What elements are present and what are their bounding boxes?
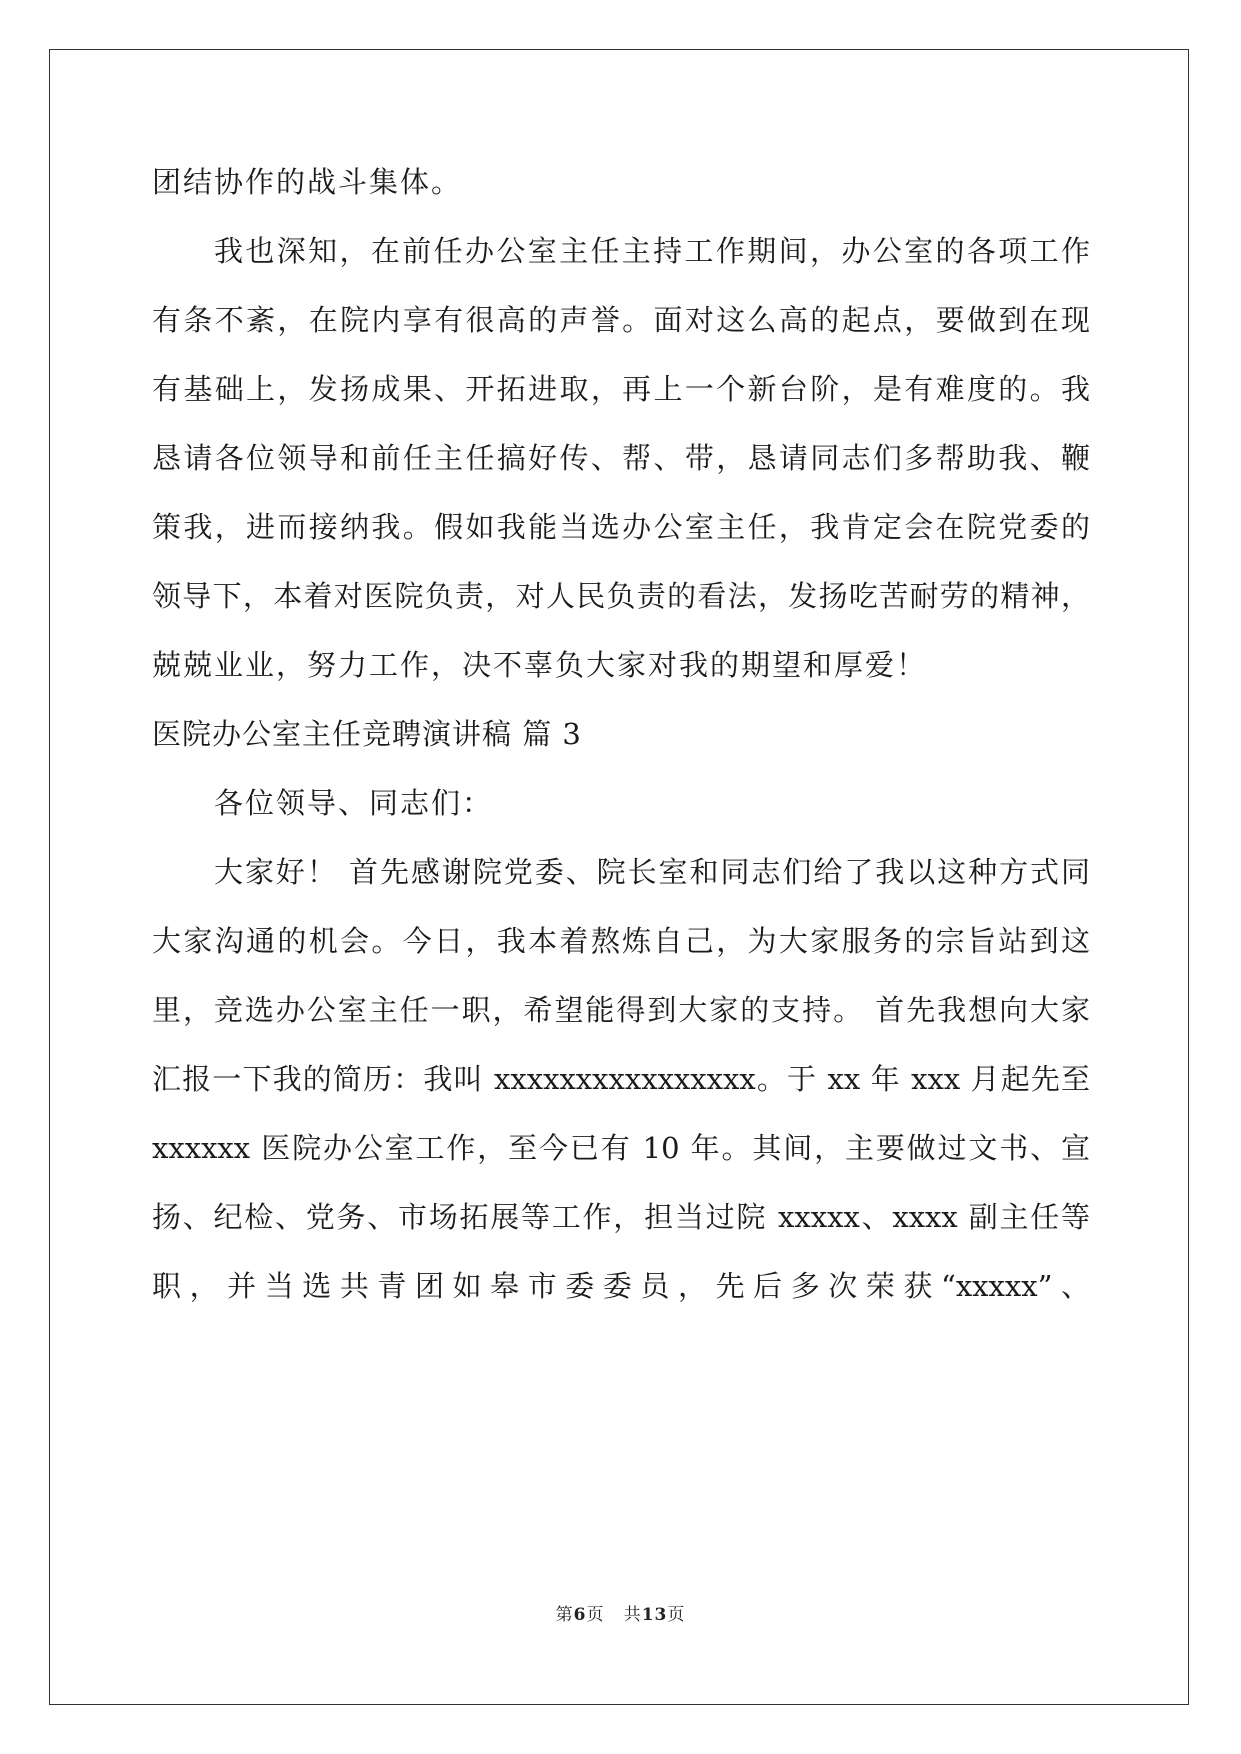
paragraph-line: xxxxxx 医院办公室工作，至今已有 10 年。其间，主要做过文书、宣 [152,1131,1090,1165]
paragraph-line: 里，竞选办公室主任一职，希望能得到大家的支持。 首先我想向大家 [152,993,1090,1027]
salutation-line: 各位领导、同志们： [214,786,494,820]
paragraph-line: 兢兢业业，努力工作，决不辜负大家对我的期望和厚爱！ [152,648,928,682]
total-label: 共 [623,1605,642,1625]
paragraph-line: 大家沟通的机会。今日，我本着熬炼自己，为大家服务的宗旨站到这 [152,924,1090,958]
paragraph-line: 恳请各位领导和前任主任搞好传、帮、带，恳请同志们多帮助我、鞭 [152,441,1090,475]
paragraph-line: 有条不紊，在院内享有很高的声誉。面对这么高的起点，要做到在现 [152,303,1090,337]
page-label: 第 [555,1605,574,1625]
paragraph-line: 我也深知，在前任办公室主任主持工作期间，办公室的各项工作 [214,234,1090,268]
paragraph-line: 大家好！ 首先感谢院党委、院长室和同志们给了我以这种方式同 [214,855,1090,889]
page-footer [0,1600,1241,1625]
page-total: 13 [641,1605,668,1625]
paragraph-line: 有基础上，发扬成果、开拓进取，再上一个新台阶，是有难度的。我 [152,372,1090,406]
page-unit: 页 [586,1605,605,1625]
section-heading: 医院办公室主任竞聘演讲稿 篇 3 [152,717,582,751]
page-current: 6 [573,1605,587,1625]
paragraph-line: 职，并当选共青团如皋市委委员，先后多次荣获“xxxxx”、 [152,1269,1090,1303]
paragraph-line: 汇报一下我的简历：我叫 xxxxxxxxxxxxxxxx。于 xx 年 xxx 月起先至 [152,1062,1090,1096]
paragraph-line: 领导下，本着对医院负责，对人民负责的看法，发扬吃苦耐劳的精神， [152,579,1090,613]
paragraph-line: 策我，进而接纳我。假如我能当选办公室主任，我肯定会在院党委的 [152,510,1090,544]
total-unit: 页 [667,1605,686,1625]
paragraph-line: 扬、纪检、党务、市场拓展等工作，担当过院 xxxxx、xxxx 副主任等 [152,1200,1090,1234]
paragraph-line: 团结协作的战斗集体。 [152,165,463,199]
